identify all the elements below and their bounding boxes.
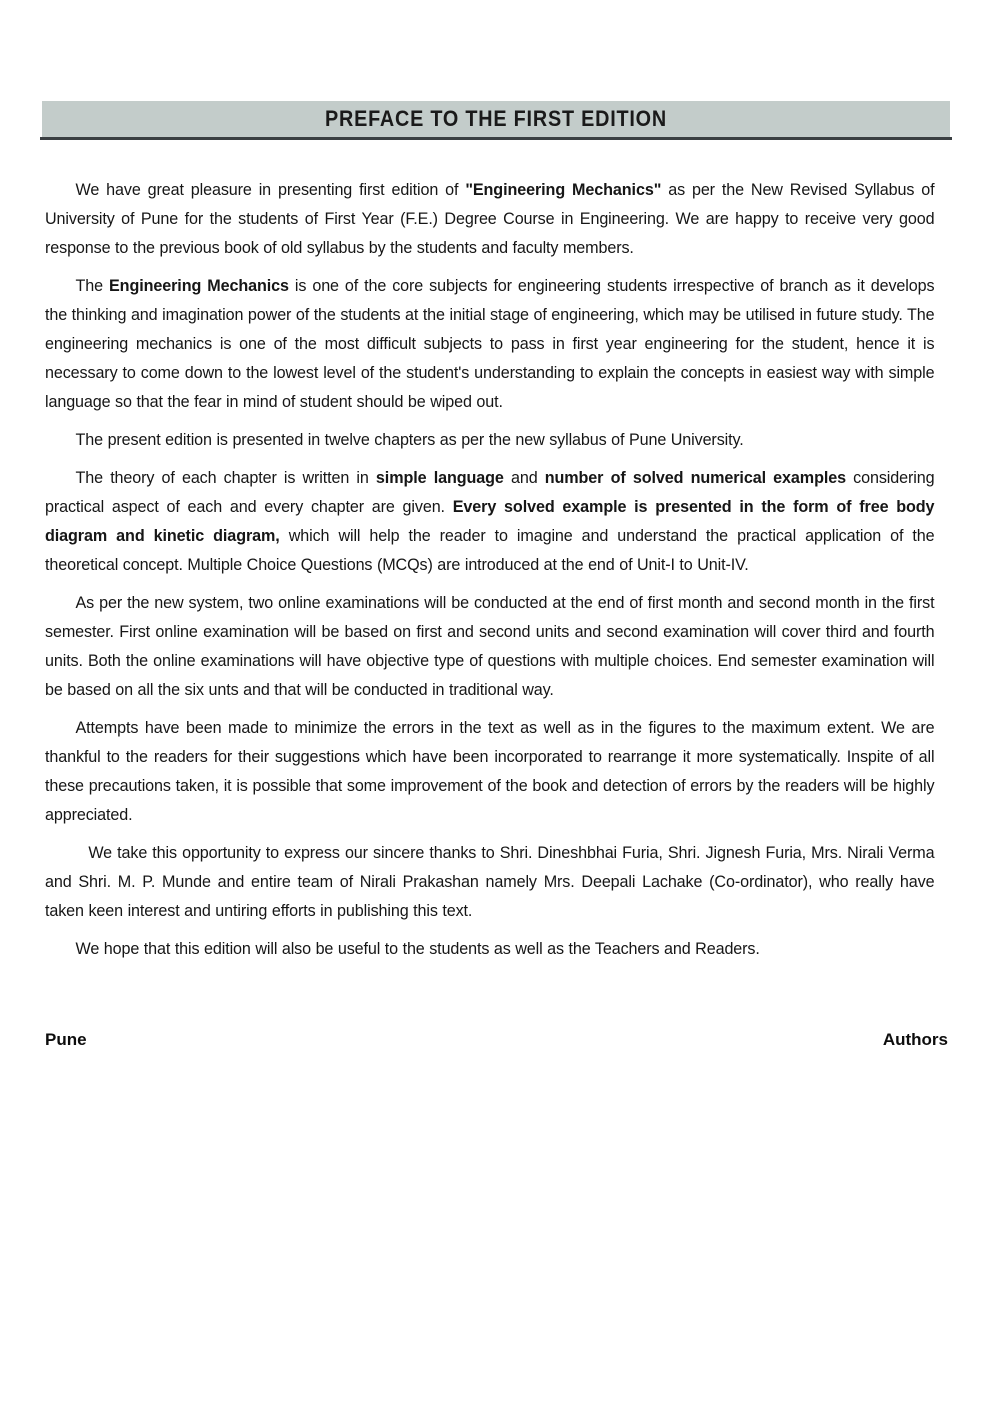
paragraph-4-text-b: and xyxy=(503,469,545,487)
paragraph-2-text-b: is one of the core subjects for engineering students irrespective of branch as it develops the thinking and imagination power of the students at the initial stage of engineering, which may be utilised in future study. The engineering mechanics is one of the most difficult subjects to pass in first year engineering for the student, hence it is necessary to come down to the lowest level of the student's understanding to explain the concepts in easiest way with simple language so that the fear in mind of student should be wiped out. xyxy=(45,277,935,411)
paragraph-5 xyxy=(45,589,934,705)
paragraph-8-text: We hope that this edition will also be useful to the students as well as the Teachers and Readers. xyxy=(75,940,760,958)
paragraph-4-bold-a: simple language xyxy=(375,469,504,487)
paragraph-8 xyxy=(45,935,934,964)
paragraph-4-bold-c: Every solved example is presented in the form of free body diagram and kinetic diagram, xyxy=(45,498,935,545)
paragraph-6-text: Attempts have been made to minimize the errors in the text as well as in the figures to the maximum extent. We are thankful to the readers for their suggestions which have been incorporated to rearrange it more systematically. Inspite of all these precautions taken, it is possible that some improvement of the book and detection of errors by the readers will be highly appreciated. xyxy=(45,719,935,824)
paragraph-3 xyxy=(45,426,934,455)
page-title: PREFACE TO THE FIRST EDITION xyxy=(325,106,667,131)
paragraph-1-bold-a: "Engineering Mechanics" xyxy=(465,181,662,199)
preface-body xyxy=(45,176,948,964)
paragraph-7-text: We take this opportunity to express our sincere thanks to Shri. Dineshbhai Furia, Shri. Jignesh Furia, Mrs. Nirali Verma and Shri. M. P. Munde and entire team of Nirali Prakashan namely Mrs. Deepali Lachake (Co-ordinator), who really have taken keen interest and untiring efforts in publishing this text. xyxy=(45,844,935,920)
signature-author: Authors xyxy=(882,1030,948,1049)
signature-row xyxy=(45,1030,948,1050)
paragraph-1-text-a: We have great pleasure in presenting first edition of xyxy=(75,181,466,199)
heading-underline-rule xyxy=(40,137,952,140)
paragraph-5-text: As per the new system, two online examinations will be conducted at the end of first month and second month in the first semester. First online examination will be based on first and second units and second examination will cover third and fourth units. Both the online examinations will have objective type of questions with multiple choices. End semester examination will be based on all the six unts and that will be conducted in traditional way. xyxy=(45,594,935,699)
paragraph-6 xyxy=(45,714,934,830)
paragraph-4 xyxy=(45,464,934,580)
paragraph-1 xyxy=(45,176,934,263)
paragraph-2-bold-a: Engineering Mechanics xyxy=(109,277,289,295)
paragraph-2-text-a: The xyxy=(75,277,110,295)
paragraph-1-text-b: as per the New Revised Syllabus of University of Pune for the students of First Year (F.E.) Degree Course in Engineering. We are happy to receive very good response to the previous book of old syllabus by the students and faculty members. xyxy=(45,181,935,257)
signature-place: Pune xyxy=(45,1030,87,1049)
paragraph-4-text-a: The theory of each chapter is written in xyxy=(75,469,376,487)
paragraph-4-text-d: which will help the reader to imagine and understand the practical application of the theoretical concept. Multiple Choice Questions (MCQs) are introduced at the end of Unit-I to Unit-IV. xyxy=(45,527,935,574)
paragraph-4-text-c: considering practical aspect of each and every chapter are given. xyxy=(45,469,935,516)
paragraph-2 xyxy=(45,272,934,417)
paragraph-3-text: The present edition is presented in twelve chapters as per the new syllabus of Pune University. xyxy=(75,431,744,449)
paragraph-4-bold-b: number of solved numerical examples xyxy=(544,469,846,487)
paragraph-7 xyxy=(45,839,934,926)
